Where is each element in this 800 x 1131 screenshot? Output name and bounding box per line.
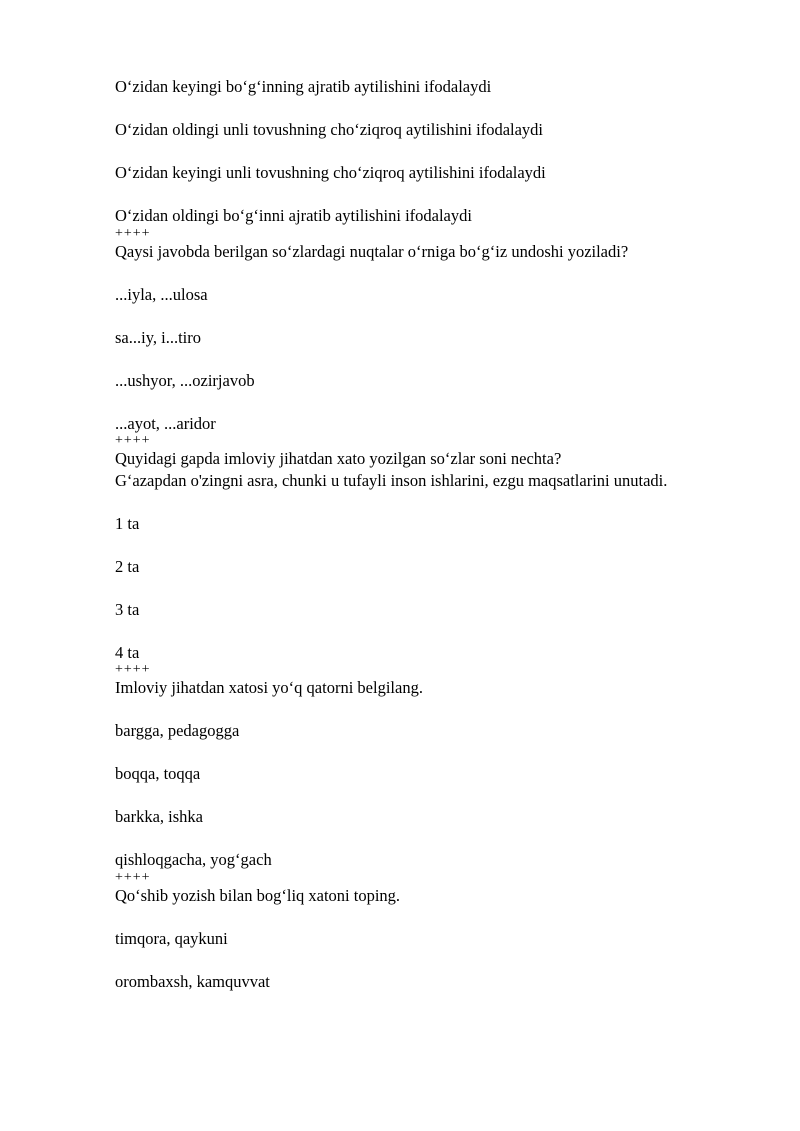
answer-option: bargga, pedagogga: [115, 721, 240, 740]
answer-option: O‘zidan keyingi bo‘g‘inning ajratib aytilishini ifodalaydi: [115, 77, 492, 96]
answer-option: 1 ta: [115, 513, 140, 533]
answer-option: timqora, qaykuni: [115, 928, 228, 948]
answer-option: O‘zidan keyingi unli tovushning cho‘ziqroq aytilishini ifodalaydi: [115, 163, 546, 182]
question-text: Imloviy jihatdan xatosi yo‘q qatorni belgilang.: [115, 678, 423, 697]
answer-option: barkka, ishka: [115, 807, 203, 826]
answer-option: 2 ta: [115, 556, 140, 576]
answer-option: boqqa, toqqa: [115, 764, 201, 783]
answer-option: sa...iy, i...tiro: [115, 327, 202, 347]
answer-option: ...iyla, ...ulosa: [115, 284, 208, 304]
answer-option: 3 ta: [115, 599, 140, 619]
answer-option: ...ushyor, ...ozirjavob: [115, 370, 255, 390]
question-text: Quyidagi gapda imloviy jihatdan xato yozilgan so‘zlar soni nechta?: [115, 449, 562, 468]
question-separator: ++++: [115, 433, 151, 448]
question-separator: ++++: [115, 869, 151, 885]
answer-option: qishloqgacha, yog‘gach: [115, 850, 272, 869]
answer-option: ...ayot, ...aridor: [115, 413, 216, 433]
question-text: Qo‘shib yozish bilan bog‘liq xatoni toping.: [115, 885, 401, 905]
document-content: [115, 76, 725, 992]
answer-option: orombaxsh, kamquvvat: [115, 971, 270, 991]
question-separator: ++++: [115, 225, 151, 241]
question-separator: ++++: [115, 662, 151, 677]
question-sentence: G‘azapdan o'zingni asra, chunki u tufayli inson ishlarini, ezgu maqsatlarini unutadi.: [115, 470, 668, 490]
question-text: Qaysi javobda berilgan so‘zlardagi nuqtalar o‘rniga bo‘g‘iz undoshi yoziladi?: [115, 241, 629, 261]
answer-option: O‘zidan oldingi unli tovushning cho‘ziqroq aytilishini ifodalaydi: [115, 120, 544, 139]
answer-option: 4 ta: [115, 642, 140, 662]
answer-option: O‘zidan oldingi bo‘g‘inni ajratib aytilishini ifodalaydi: [115, 206, 472, 225]
